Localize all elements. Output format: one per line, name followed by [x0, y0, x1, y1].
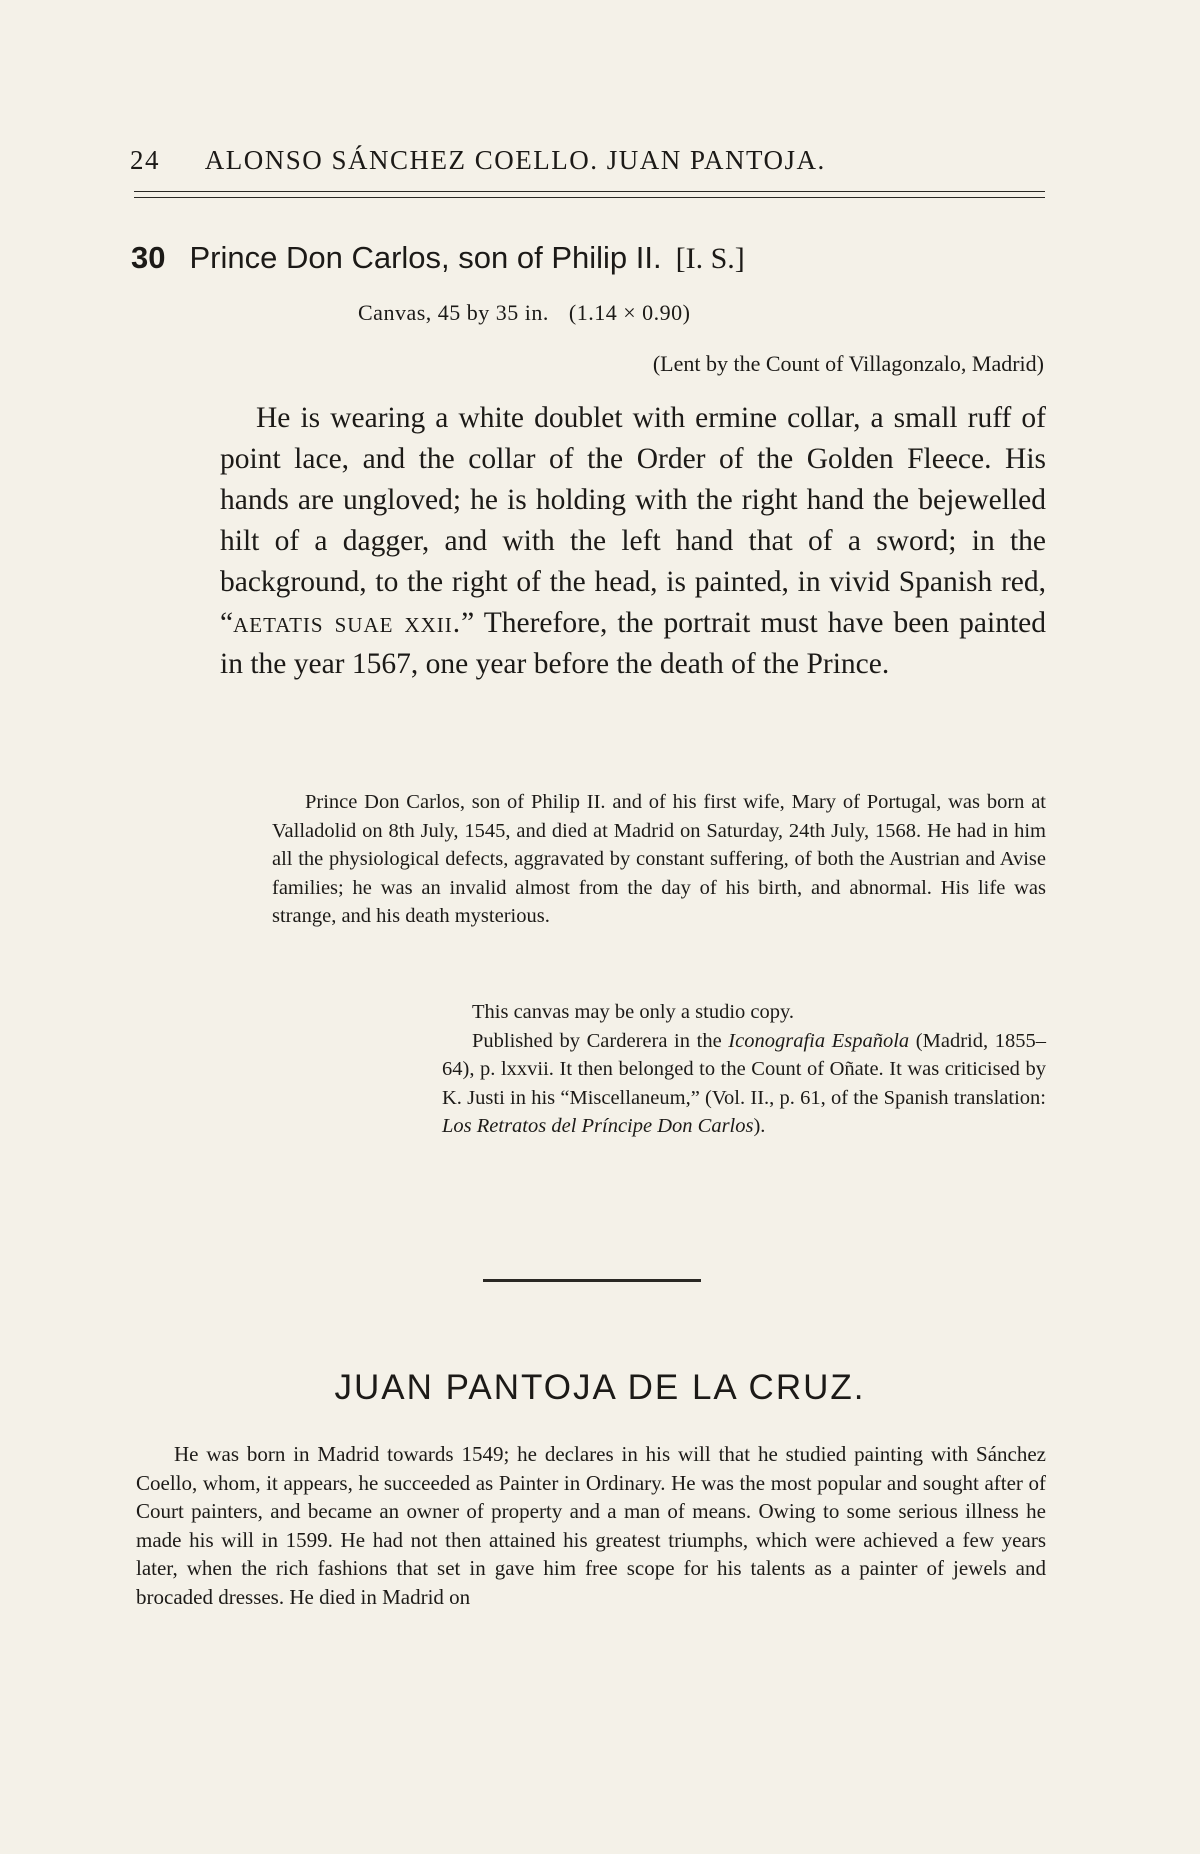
header-rule: [134, 191, 1045, 198]
biographical-note: Prince Don Carlos, son of Philip II. and of his first wife, Mary of Portugal, was born at Valladolid on 8th July, 1545, and died at Madrid on Saturday, 24th July, 1568. He had in him all the physiological defects, aggravated by constant suffering, of both the Austrian and Avise families; he was an invalid almost from the day of his birth, and abnormal. His life was strange, and his death mysterious.: [272, 791, 1046, 927]
entry-number: 30: [131, 240, 166, 275]
running-head: [130, 145, 960, 176]
description-text-cont: ” Therefore, the portrait must have been painted in the year 1567, one year before the death of the Prince.: [220, 607, 1046, 680]
dimensions-imperial: Canvas, 45 by 35 in.: [358, 300, 549, 325]
provenance-note: [442, 998, 1046, 1141]
publication-text-end: ).: [753, 1115, 766, 1137]
publication-title: Los Retratos del Príncipe Don Carlos: [442, 1115, 754, 1137]
publication-text-cont: (Madrid, 1855–64), p. lxxvii. It then belonged to the Count of Oñate. It was criticised by K. Justi in his “Miscellaneum,” (Vol. II., p. 61, of the Spanish translation:: [442, 1029, 1046, 1109]
page-number: 24: [130, 145, 160, 175]
entry-attribution: [I. S.]: [675, 242, 745, 275]
publication-work: Iconografia Española: [728, 1029, 910, 1052]
inscription: aetatis suae xxii.: [233, 607, 462, 639]
running-title: ALONSO SÁNCHEZ COELLO. JUAN PANTOJA.: [204, 145, 826, 175]
entry-dimensions: [358, 300, 690, 326]
section-biography: He was born in Madrid towards 1549; he declares in his will that he studied painting with Sánchez Coello, whom, it appears, he succeeded as Painter in Ordinary. He was the most popular and sought after of Court painters, and became an owner of property and a man of means. Owing to some serious illness he made his will in 1599. He had not then attained his greatest triumphs, which were achieved a few years later, when the rich fashions that set in gave him free scope for his talents as a painter of jewels and brocaded dresses. He died in Madrid on: [136, 1442, 1046, 1609]
lender-line: (Lent by the Count of Villagonzalo, Madrid): [652, 351, 1044, 376]
entry-heading: [131, 240, 1051, 276]
section-title: JUAN PANTOJA DE LA CRUZ.: [334, 1368, 866, 1407]
publication-text: Published by Carderera in the: [472, 1029, 729, 1052]
section-divider: [483, 1279, 701, 1282]
entry-description: [220, 398, 1046, 685]
description-text: He is wearing a white doublet with ermine collar, a small ruff of point lace, and the collar of the Order of the Golden Fleece. His hands are ungloved; he is holding with the right hand the bejewelled hilt of a dagger, and with the left hand that of a sword; in the background, to the right of the head, is painted, in vivid Spanish red, “: [220, 402, 1046, 639]
publication-note: [442, 1027, 1046, 1141]
entry-title: Prince Don Carlos, son of Philip II.: [189, 240, 662, 275]
studio-copy-note: This canvas may be only a studio copy.: [472, 1001, 795, 1023]
dimensions-metric: (1.14 × 0.90): [568, 300, 691, 325]
